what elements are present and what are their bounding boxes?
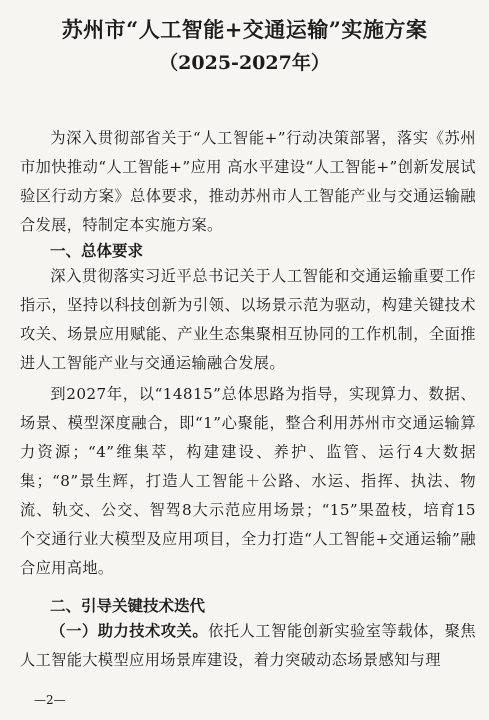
section-heading-general-requirements: 一、总体要求 (50, 242, 144, 260)
intro-paragraph: 为深入贯彻部省关于“人工智能+”行动决策部署，落实《苏州市加快推动“人工智能+”应用 高水平建设“人工智能+”创新发展试验区行动方案》总体要求，推动苏州市人工智能产业与交通运输融合发展，特制定本实施方案。 (20, 129, 476, 234)
technology-paragraph-lead: （一）助力技术攻关。 (50, 622, 209, 640)
technology-paragraph (20, 617, 476, 675)
goals-paragraph: 到2027年，以“14815”总体思路为指导，实现算力、数据、场景、模型深度融合，即“1”心聚能，整合利用苏州市交通运输算力资源；“4”维集萃，构建建设、养护、监管、运行4大数据集；“8”景生辉，打造人工智能＋公路、水运、指挥、执法、物流、轨交、公交、智驾8大示范应用场景；“15”果盈枝，培育15个交通行业大模型及应用项目，全力打造“人工智能+交通运输”融合应用高地。 (20, 385, 476, 577)
document-title: 苏州市“人工智能+交通运输”实施方案 (61, 17, 428, 42)
section-heading-key-technology: 二、引导关键技术迭代 (50, 597, 206, 615)
page-number: —2— (34, 693, 66, 707)
general-requirements-paragraph: 深入贯彻落实习近平总书记关于人工智能和交通运输重要工作指示，坚持以科技创新为引领、以场景示范为驱动，构建关键技术攻关、场景应用赋能、产业生态集聚相互协同的工作机制，全面推进人工智能产业与交通运输融合发展。 (20, 267, 476, 372)
document-subtitle: （2025-2027年） (159, 52, 330, 74)
technology-paragraph-text: 依托人工智能创新实验室等载体，聚焦人工智能大模型应用场景库建设，着力突破动态场景感知与理 (20, 622, 476, 669)
